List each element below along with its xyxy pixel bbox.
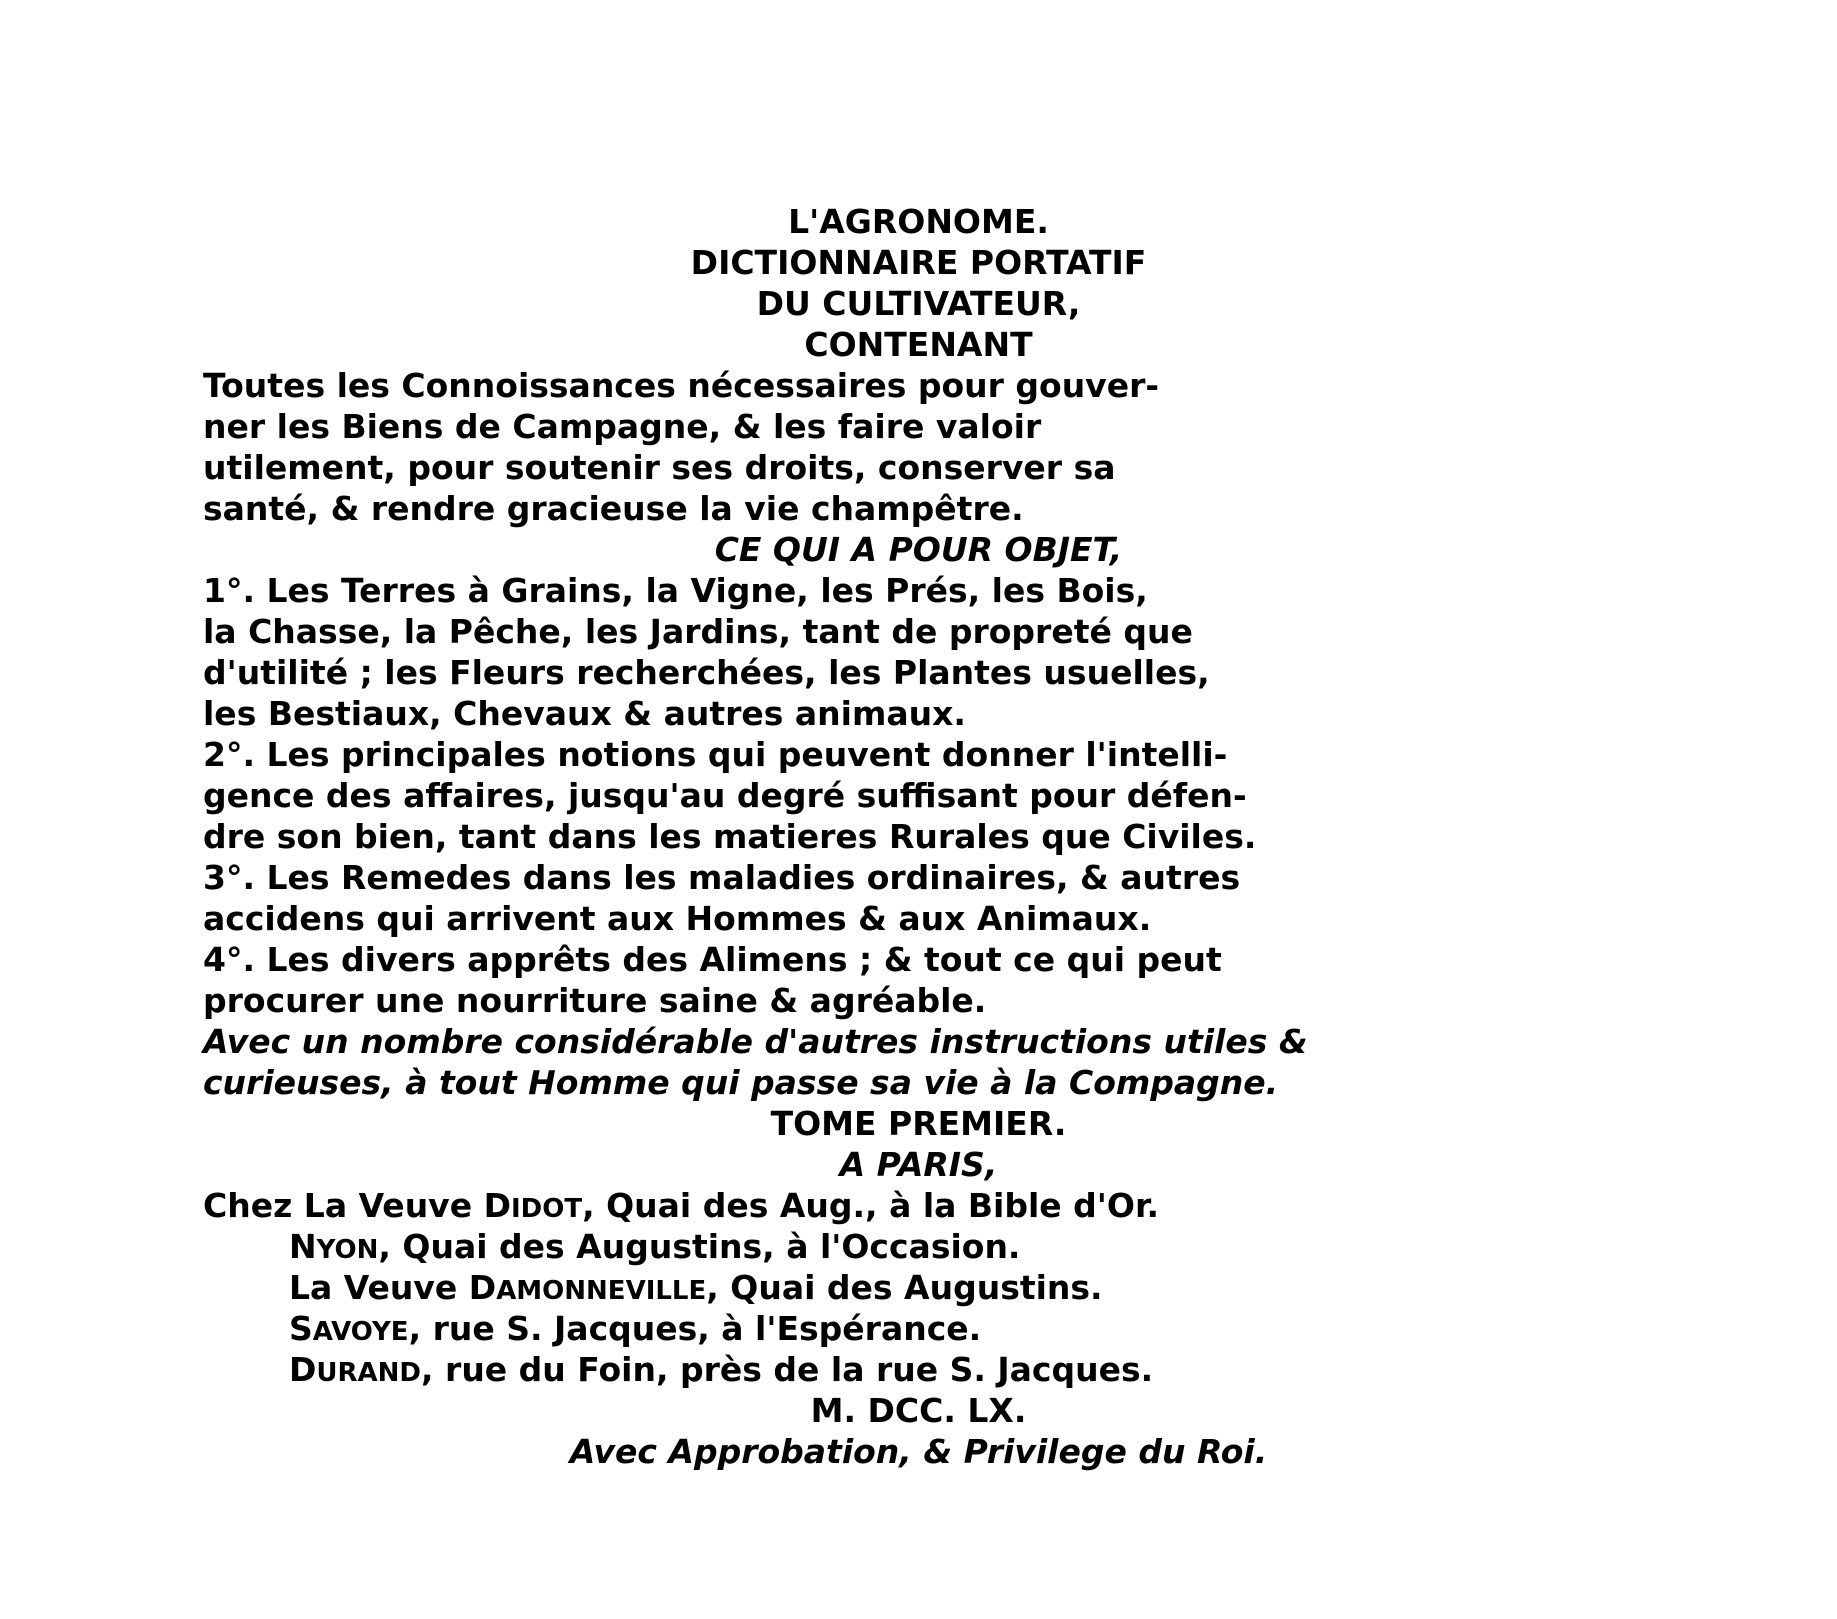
publisher-line-durand	[289, 1349, 1153, 1390]
publisher-name-cap: N	[289, 1227, 317, 1266]
publisher-name-cap: D	[289, 1350, 317, 1389]
publisher-address: , Quai des Aug., à la Bible d'Or.	[582, 1186, 1160, 1225]
points-line: procurer une nourriture saine & agréable.	[203, 981, 987, 1020]
publisher-name-smallcaps: IDOT	[510, 1194, 583, 1224]
objet-heading: CE QUI A POUR OBJET,	[714, 530, 1123, 569]
publisher-name-smallcaps: AMONNEVILLE	[496, 1276, 707, 1306]
intro-line: utilement, pour soutenir ses droits, conserver sa	[203, 448, 1116, 487]
publisher-name-smallcaps: AVOYE	[312, 1317, 409, 1347]
privilege-line: Avec Approbation, & Privilege du Roi.	[569, 1432, 1268, 1471]
publisher-address: , Quai des Augustins, à l'Occasion.	[378, 1227, 1021, 1266]
book-subtitle-line-3: CONTENANT	[804, 325, 1033, 364]
publisher-address: , Quai des Augustins.	[706, 1268, 1103, 1307]
points-line: les Bestiaux, Chevaux & autres animaux.	[203, 694, 966, 733]
publisher-name-cap: D	[483, 1186, 511, 1225]
chez-label: Chez La Veuve	[203, 1186, 484, 1225]
book-subtitle-line-1: DICTIONNAIRE PORTATIF	[690, 243, 1147, 282]
publisher-line-savoye	[289, 1308, 981, 1349]
points-line: la Chasse, la Pêche, les Jardins, tant de propreté que	[203, 612, 1193, 651]
points-line: 2°. Les principales notions qui peuvent donner l'intelli-	[203, 735, 1228, 774]
points-line: 3°. Les Remedes dans les maladies ordinaires, & autres	[203, 858, 1241, 897]
intro-line: Toutes les Connoissances nécessaires pour gouver-	[203, 366, 1160, 405]
points-line: accidens qui arrivent aux Hommes & aux Animaux.	[203, 899, 1152, 938]
book-title: L'AGRONOME.	[788, 202, 1049, 241]
points-line: 4°. Les divers apprêts des Alimens ; & tout ce qui peut	[203, 940, 1222, 979]
points-line: gence des affaires, jusqu'au degré suffisant pour défen-	[203, 776, 1247, 815]
city-label: A PARIS,	[839, 1145, 998, 1184]
italic-note-line: Avec un nombre considérable d'autres instructions utiles &	[203, 1022, 1308, 1061]
intro-line: santé, & rendre gracieuse la vie champêtre.	[203, 489, 1024, 528]
publication-year: M. DCC. LX.	[810, 1391, 1027, 1430]
italic-note-line: curieuses, à tout Homme qui passe sa vie à la Compagne.	[203, 1063, 1279, 1102]
intro-line: ner les Biens de Campagne, & les faire valoir	[203, 407, 1042, 446]
publisher-line-damonneville	[289, 1267, 1103, 1308]
publisher-name-cap: D	[468, 1268, 497, 1307]
publisher-address: , rue S. Jacques, à l'Espérance.	[408, 1309, 982, 1348]
publisher-address: , rue du Foin, près de la rue S. Jacques.	[421, 1350, 1154, 1389]
publisher-line-nyon	[289, 1226, 1020, 1267]
publisher-line-didot	[203, 1185, 1159, 1226]
points-line: dre son bien, tant dans les matieres Rurales que Civiles.	[203, 817, 1257, 856]
book-subtitle-line-2: DU CULTIVATEUR,	[756, 284, 1081, 323]
points-line: d'utilité ; les Fleurs recherchées, les Plantes usuelles,	[203, 653, 1210, 692]
publisher-name-smallcaps: YON	[316, 1235, 379, 1265]
tome-label: TOME PREMIER.	[770, 1104, 1067, 1143]
points-line: 1°. Les Terres à Grains, la Vigne, les Prés, les Bois,	[203, 571, 1148, 610]
publisher-name-smallcaps: URAND	[316, 1358, 422, 1388]
publisher-prefix: La Veuve	[289, 1268, 469, 1307]
publisher-name-cap: S	[289, 1309, 313, 1348]
